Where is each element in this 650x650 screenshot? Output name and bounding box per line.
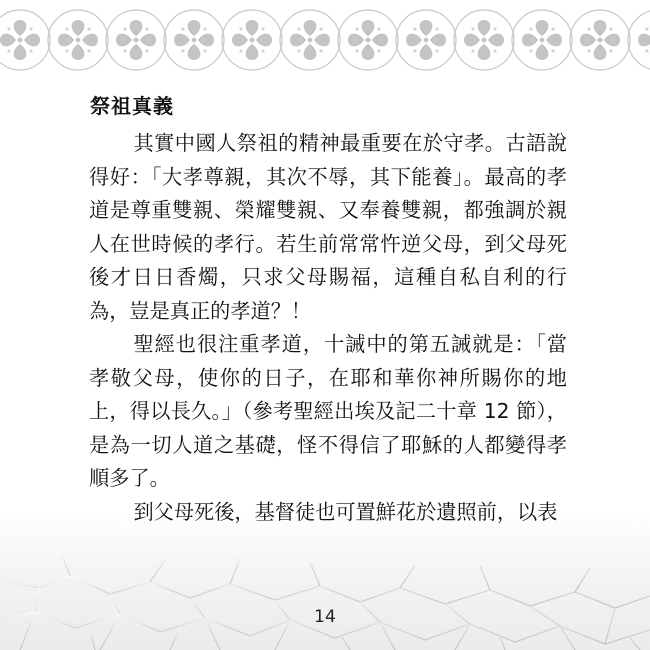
ornamental-top-border [0,0,650,78]
paragraph: 其實中國人祭祖的精神最重要在於守孝。古語說得好：「大孝尊親，其次不辱，其下能養」。最高的孝道是尊重雙親、榮耀雙親、又奉養雙親，都強調於親人在世時候的孝行。若生前常常忤逆父母，到父母死後才日日香燭，只求父母賜福，這種自私自利的行為，豈是真正的孝道？！ [89,131,567,323]
section-heading: 祭祖真義 [90,94,174,118]
paragraph: 到父母死後，基督徒也可置鮮花於遺照前，以表 [133,499,558,524]
page-number: 14 [314,607,336,627]
body-text [89,127,567,529]
paragraph: 聖經也很注重孝道，十誡中的第五誡就是：「當孝敬父母，使你的日子，在耶和華你神所賜你的地上，得以長久。」（參考聖經出埃及記二十章 12 節），是為一切人道之基礎，怪不得信了耶穌的人都變得孝順多了。 [89,332,567,490]
cracked-earth-background [0,510,650,650]
